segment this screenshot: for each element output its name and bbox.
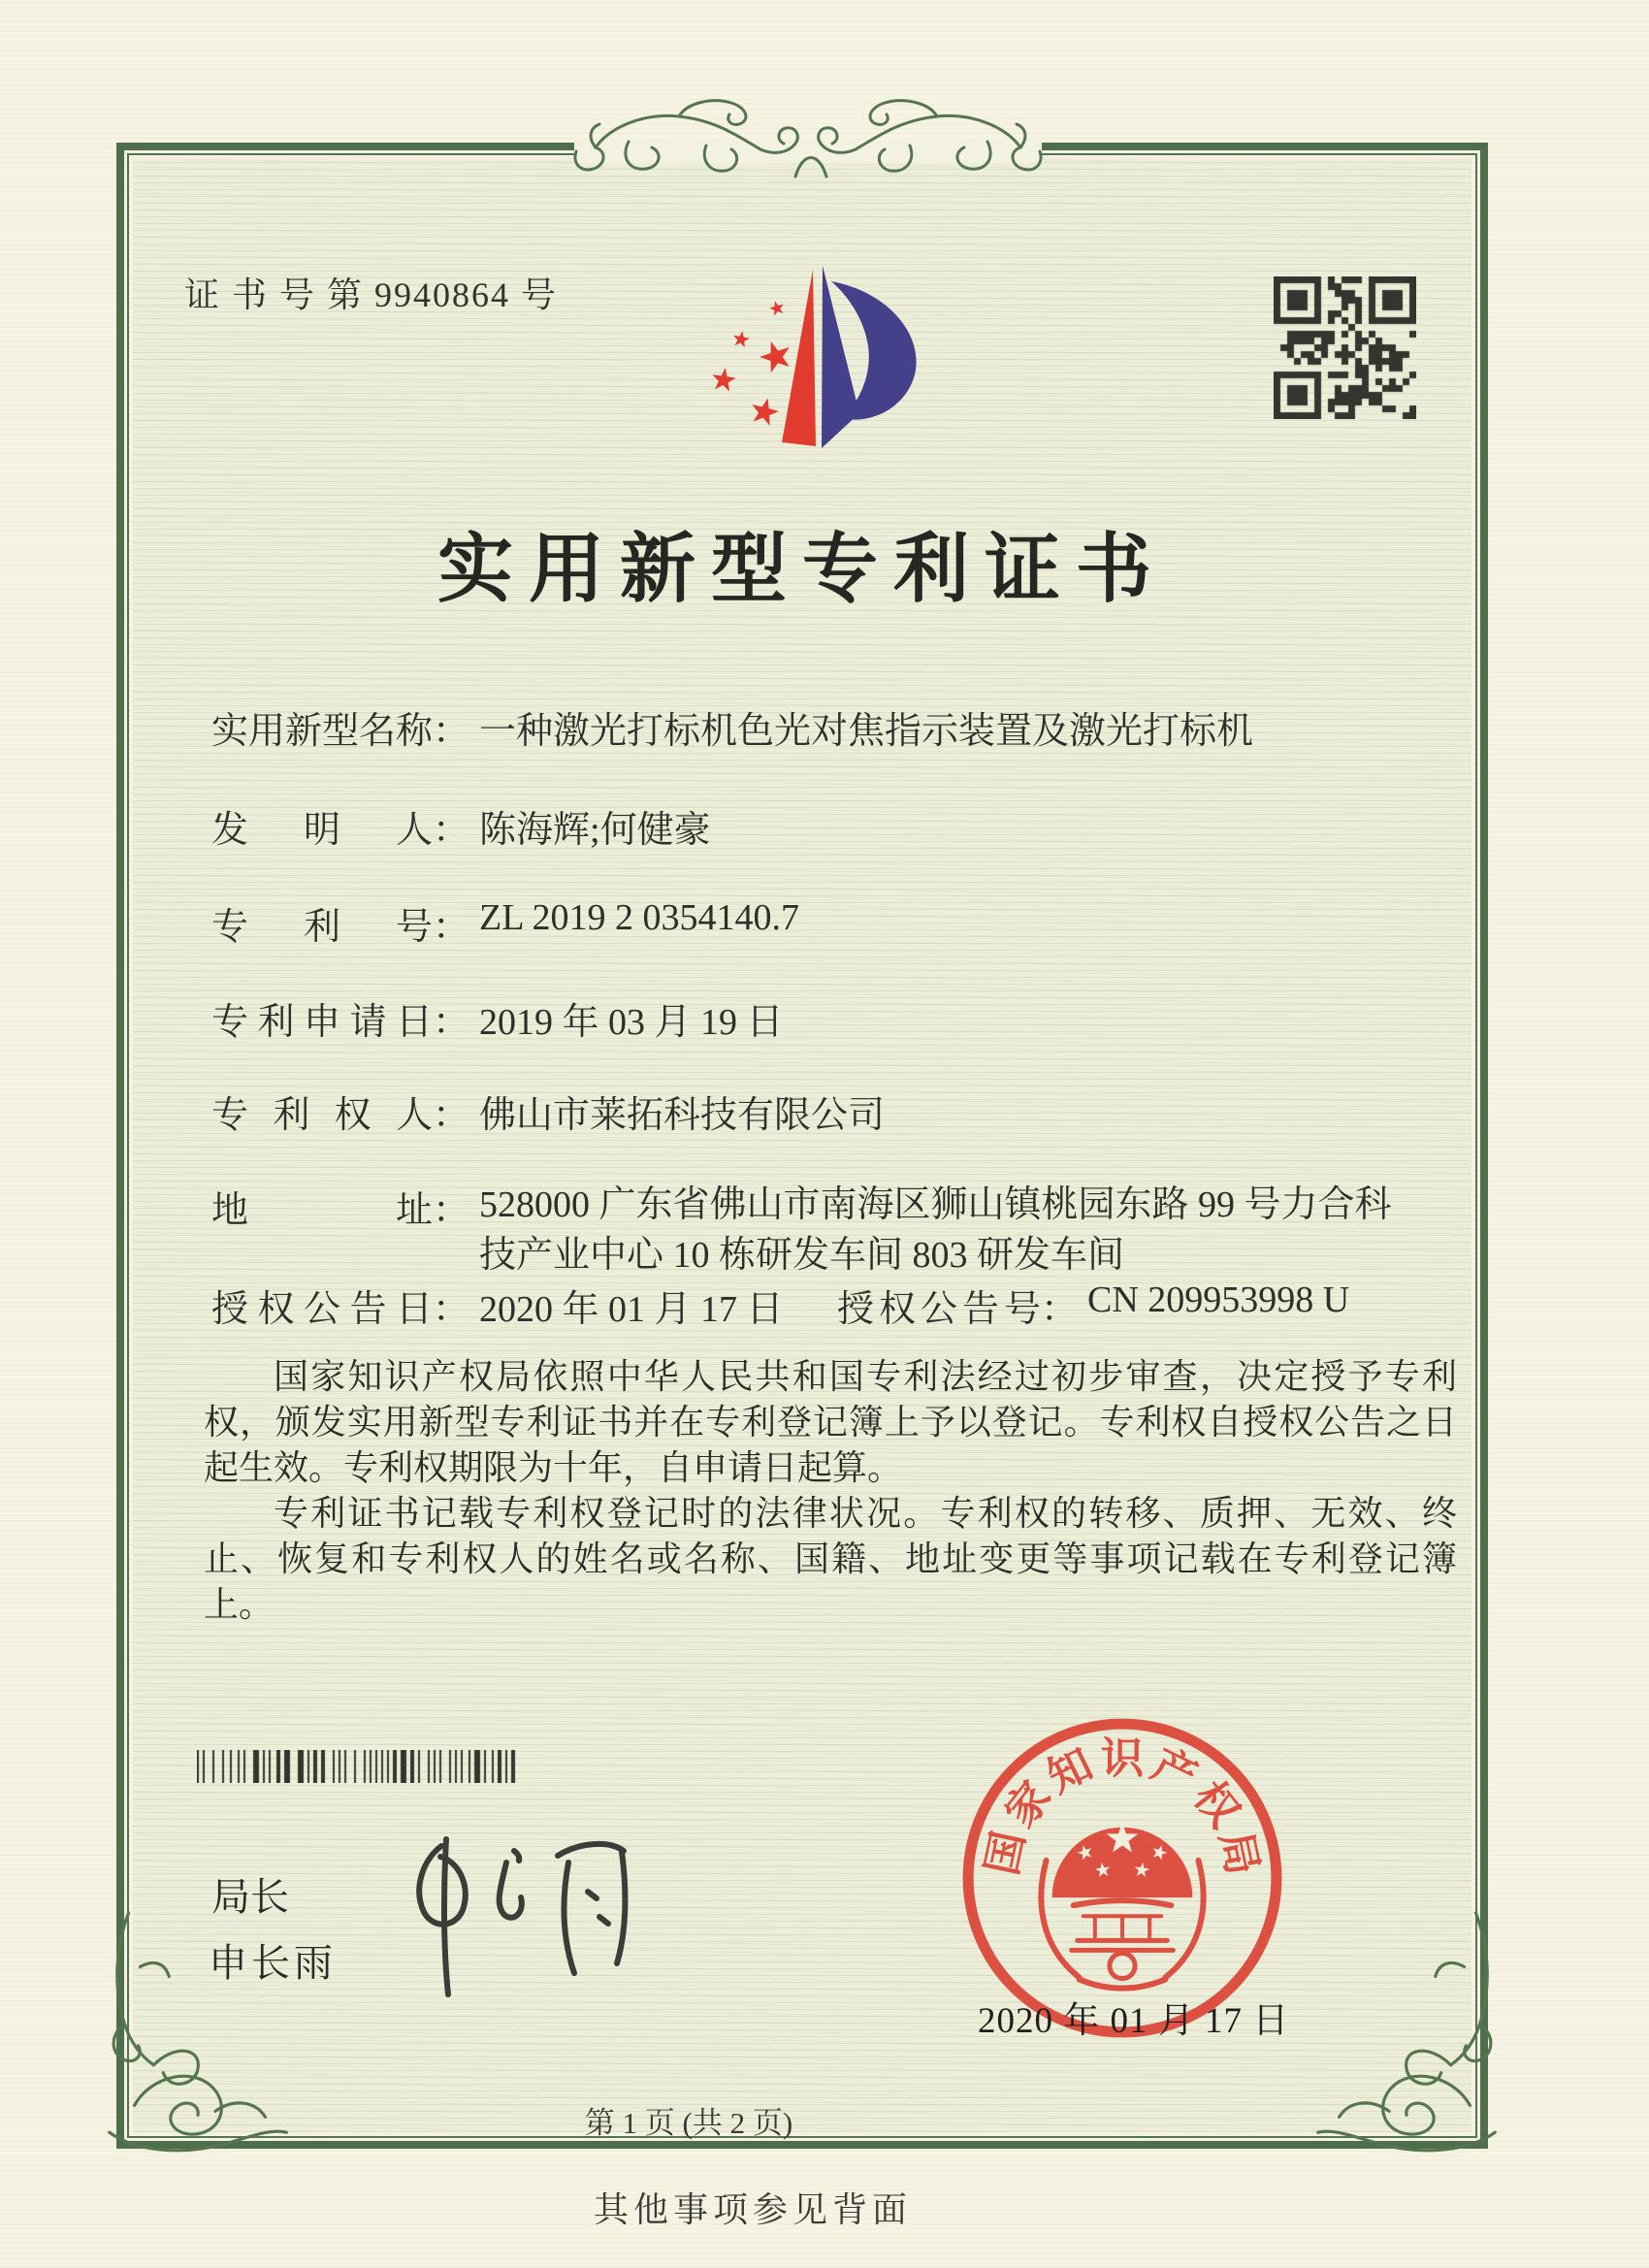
field-colon: ： bbox=[433, 907, 470, 948]
field-grant-number bbox=[837, 1279, 1349, 1332]
field-value: 一种激光打标机色光对焦指示装置及激光打标机 bbox=[479, 711, 1254, 752]
commissioner-title: 局长 bbox=[211, 1875, 289, 1919]
commissioner-name: 申长雨 bbox=[209, 1941, 337, 1985]
bottom-left-floral-corner-ornament bbox=[101, 1909, 295, 2157]
field-row-utility-model-name bbox=[211, 700, 1453, 754]
legal-paragraph-1: 国家知识产权局依照中华人民共和国专利法经过初步审查，决定授予专利权，颁发实用新型专利证书并在专利登记簿上予以登记。专利权自授权公告之日起生效。专利权期限为十年，自申请日起算。 bbox=[204, 1357, 1457, 1487]
field-label: 授权公告日 bbox=[211, 1289, 433, 1330]
field-value: CN 209953998 U bbox=[1087, 1280, 1350, 1320]
certificate-number: 证 书 号 第 9940864 号 bbox=[184, 275, 559, 314]
field-label: 实用新型名称 bbox=[211, 711, 434, 752]
field-colon: ： bbox=[1041, 1289, 1079, 1330]
field-value: 2020 年 01 月 17 日 bbox=[479, 1289, 784, 1330]
field-value: 2019 年 03 月 19 日 bbox=[479, 1002, 784, 1043]
seal-ring-char: 识 bbox=[1100, 1734, 1145, 1783]
commissioner-handwritten-signature bbox=[349, 1822, 640, 2011]
qr-code bbox=[1274, 276, 1416, 419]
seal-ring-char: 家 bbox=[996, 1772, 1061, 1836]
page-number: 第 1 页 (共 2 页) bbox=[584, 2106, 793, 2140]
top-center-dragon-scroll-ornament bbox=[570, 91, 1046, 198]
certificate-barcode bbox=[197, 1750, 519, 1783]
field-row-grant bbox=[211, 1279, 1453, 1332]
seal-date: 2020 年 01 月 17 日 bbox=[978, 2001, 1290, 2041]
address-line-2: 技产业中心 10 栋研发车间 803 研发车间 bbox=[479, 1235, 1125, 1276]
field-colon: ： bbox=[433, 1289, 470, 1330]
seal-ring-char: 权 bbox=[1183, 1772, 1248, 1836]
field-colon: ： bbox=[433, 711, 470, 752]
field-label: 授权公告号 bbox=[837, 1289, 1041, 1330]
legal-paragraph-2: 专利证书记载专利权登记时的法律状况。专利权的转移、质押、无效、终止、恢复和专利权人的姓名或名称、国籍、地址变更等事项记载在专利登记簿上。 bbox=[204, 1494, 1457, 1624]
certificate-title: 实用新型专利证书 bbox=[436, 527, 1167, 611]
field-label: 地址 bbox=[211, 1190, 433, 1231]
field-value: 佛山市莱拓科技有限公司 bbox=[479, 1095, 886, 1136]
field-row-patent-number bbox=[211, 896, 1453, 950]
field-value: 陈海辉;何健豪 bbox=[479, 810, 711, 851]
legal-text-block bbox=[204, 1354, 1457, 1628]
field-colon: ： bbox=[433, 1002, 470, 1043]
seal-national-emblem bbox=[1041, 1823, 1203, 1989]
field-row-address bbox=[211, 1180, 1453, 1280]
field-colon: ： bbox=[433, 1095, 470, 1136]
address-line-1: 528000 广东省佛山市南海区狮山镇桃园东路 99 号力合科 bbox=[479, 1184, 1392, 1225]
bottom-right-floral-corner-ornament bbox=[1310, 1909, 1504, 2157]
back-side-note: 其他事项参见背面 bbox=[594, 2190, 913, 2229]
seal-ring-char: 产 bbox=[1145, 1740, 1205, 1802]
field-label: 专利申请日 bbox=[211, 1002, 433, 1043]
seal-ring-char: 国 bbox=[978, 1827, 1034, 1880]
field-colon: ： bbox=[433, 810, 470, 851]
field-label: 专利号 bbox=[211, 907, 433, 948]
cnipa-patent-logo bbox=[679, 250, 926, 449]
field-value bbox=[479, 1180, 1392, 1280]
seal-ring-char: 知 bbox=[1040, 1740, 1100, 1802]
field-colon: ： bbox=[433, 1190, 470, 1231]
field-label: 专利权人 bbox=[211, 1095, 433, 1136]
seal-ring-char: 局 bbox=[1211, 1827, 1267, 1880]
field-row-filing-date bbox=[211, 991, 1453, 1045]
field-value: ZL 2019 2 0354140.7 bbox=[479, 897, 800, 938]
field-row-patentee bbox=[211, 1085, 1453, 1138]
field-label: 发明人 bbox=[211, 810, 433, 851]
field-row-inventor bbox=[211, 799, 1453, 853]
